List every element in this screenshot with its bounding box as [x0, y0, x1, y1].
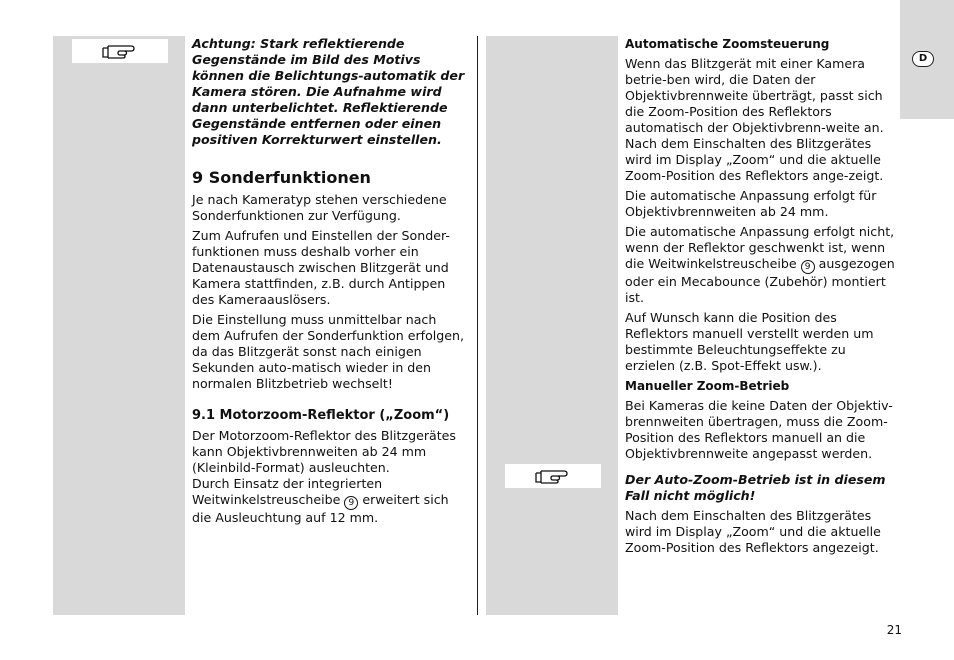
- subsection-heading: Manueller Zoom-Betrieb: [625, 379, 790, 393]
- warning-text-right: Der Auto-Zoom-Betrieb ist in diesem Fall nicht möglich!: [625, 472, 886, 503]
- paragraph: Zum Aufrufen und Einstellen der Sonder-funktionen muss deshalb vorher ein Datenaustausch zwischen Blitzgerät und Kamera stattfinden, z.B. durch Antippen des Kameraauslösers.: [192, 228, 450, 307]
- note-box-left: [72, 39, 168, 63]
- paragraph: [192, 476, 467, 526]
- subsection-heading: Automatische Zoomsteuerung: [625, 37, 830, 51]
- paragraph: Nach dem Einschalten des Blitzgerätes wird im Display „Zoom“ und die aktuelle Zoom-Position des Reflektors angezeigt.: [625, 508, 881, 555]
- right-margin-column: [486, 36, 618, 615]
- subsection-heading: 9.1 Motorzoom-Reflektor („Zoom“): [192, 408, 450, 423]
- paragraph: Wenn das Blitzgerät mit einer Kamera betrie-ben wird, die Daten der Objektivbrennweite überträgt, passt sich die Zoom-Position des Reflektors automatisch der Objektivbrenn-weite an. Nach dem Einschalten des Blitzgerätes wird im Display „Zoom“ und die aktuelle Zoom-Position des Reflektors ange-zeigt.: [625, 56, 884, 183]
- paragraph: [625, 224, 895, 306]
- pointing-hand-icon: [534, 467, 572, 485]
- column-divider: [477, 36, 478, 615]
- paragraph: Der Motorzoom-Reflektor des Blitzgerätes kann Objektivbrennweiten ab 24 mm (Kleinbild-Format) ausleuchten.: [192, 428, 456, 475]
- text-run: ausgezogen oder ein Mecabounce (Zubehör) montiert ist.: [625, 256, 895, 305]
- right-text-column: [625, 36, 895, 560]
- warning-text-left: Achtung: Stark reflektierende Gegenstände im Bild des Motivs können die Belichtungs-automatik der Kamera stören. Die Aufnahme wird dann unterbelichtet. Reflektierende Gegenstände entfernen oder einen positiven Korrekturwert einstellen.: [192, 36, 465, 147]
- reference-number-badge: 9: [801, 260, 815, 274]
- section-heading: 9 Sonderfunktionen: [192, 168, 371, 187]
- pointing-hand-icon: [101, 42, 139, 60]
- left-margin-column: [53, 36, 185, 615]
- text-run: Durch Einsatz der integrierten Weitwinkelstreuscheibe: [192, 476, 383, 507]
- text-run: erweitert sich die Ausleuchtung auf 12 mm.: [192, 492, 449, 525]
- language-badge: D: [912, 51, 934, 67]
- paragraph: Bei Kameras die keine Daten der Objektiv-brennweiten übertragen, muss die Zoom-Position des Reflektors manuell an die Objektivbrennweite angepasst werden.: [625, 398, 893, 461]
- note-box-right: [505, 464, 601, 488]
- text-run: Die automatische Anpassung erfolgt nicht, wenn der Reflektor geschwenkt ist, wenn die Weitwinkelstreuscheibe: [625, 224, 895, 271]
- left-text-column: [192, 36, 467, 530]
- paragraph: Die automatische Anpassung erfolgt für Objektivbrennweiten ab 24 mm.: [625, 188, 877, 219]
- paragraph: Die Einstellung muss unmittelbar nach dem Aufrufen der Sonderfunktion erfolgen, da das Blitzgerät sonst nach einigen Sekunden auto-matisch wieder in den normalen Blitzbetrieb wechselt!: [192, 312, 465, 391]
- reference-number-badge: 9: [344, 496, 358, 510]
- paragraph: Auf Wunsch kann die Position des Reflektors manuell verstellt werden um bestimmte Beleuchtungseffekte zu erzielen (z.B. Spot-Effekt usw.).: [625, 310, 874, 373]
- page-number: 21: [886, 623, 902, 637]
- paragraph: Je nach Kameratyp stehen verschiedene Sonderfunktionen zur Verfügung.: [192, 192, 447, 223]
